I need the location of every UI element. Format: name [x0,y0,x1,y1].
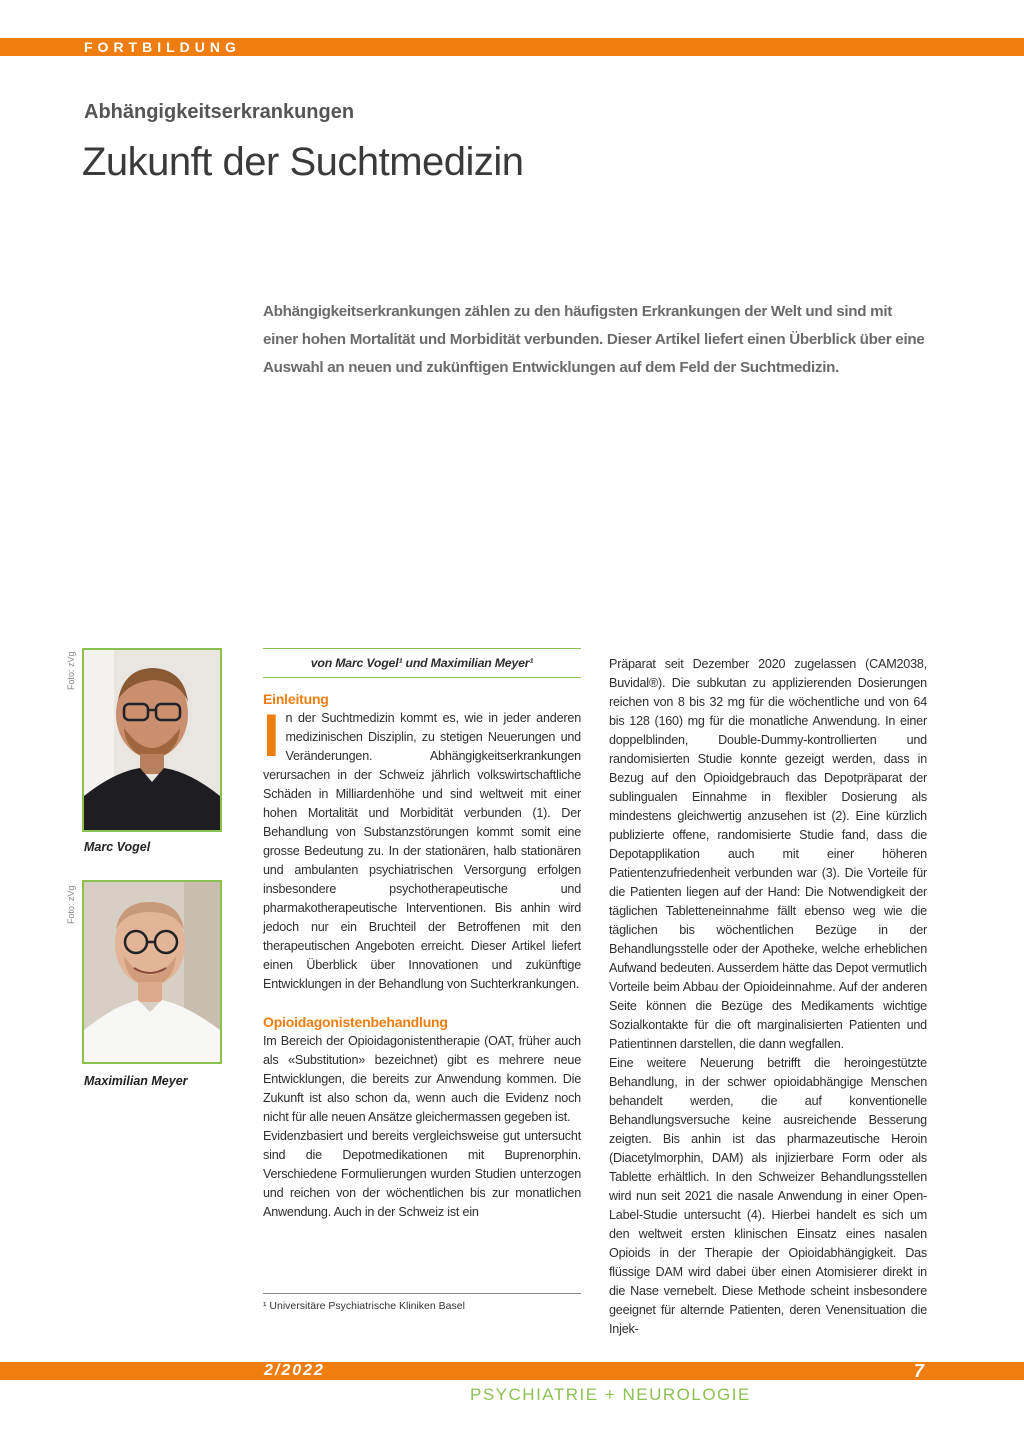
article-lead: Abhängigkeitserkrankungen zählen zu den häufigsten Erkrankungen der Welt und sind mit einer hohen Mortalität und Morbidität verbunden. Dieser Artikel liefert einen Überblick über eine Auswahl an neuen und zukünftigen Entwicklungen auf dem Feld der Suchtmedizin. [263,303,925,376]
intro-text: n der Suchtmedizin kommt es, wie in jeder anderen medizinischen Disziplin, zu stetigen Neuerungen und Veränderungen. Abhängigkeitserkrankungen verursachen in der Schweiz jährlich volkswirtschaftliche Schäden in Milliardenhöhe und sind weltweit mit einer hohen Mortalität und Morbidität verbunden (1). Der Behandlung von Substanzstörungen kommt somit eine grosse Bedeutung zu. In der stationären, halb stationären und ambulanten psychiatrischen Versorgung erfolgen insbesondere psychotherapeutische und pharmakotherapeutische Interventionen. Bis anhin wird jedoch nur ein Bruchteil der Betroffenen mit den therapeutischen Angeboten erreicht. Dieser Artikel liefert einen Überblick über Innovationen und zukünftige Entwicklungen in der Behandlung von Suchterkrankungen. [263,711,581,991]
drop-cap: I [263,702,280,769]
oat-paragraph-2: Evidenzbasiert und bereits vergleichsweise gut untersucht sind die Depotmedikationen mit Buprenorphin. Verschiedene Formulierungen wurden Studien unterzogen und reichen von der wöchentlichen bis zur monatlichen Anwendung. Auch in der Schweiz ist ein [263,1129,581,1219]
article-title: Zukunft der Suchtmedizin [82,140,524,184]
footer-bar [0,1362,1024,1380]
text-column-3 [609,655,927,1339]
footnote: ¹ Universitäre Psychiatrische Kliniken Basel [263,1293,581,1312]
section-heading-einleitung: Einleitung [263,691,329,707]
section-label: FORTBILDUNG [84,39,241,55]
text-column-2 [263,648,581,1222]
author-photo-maximilian-meyer [82,880,222,1064]
col3-paragraph-1: Präparat seit Dezember 2020 zugelassen (CAM2038, Buvidal®). Die subkutan zu applizierenden Dosierungen reichen von 8 bis 32 mg für die wöchentliche und von 64 bis 128 (160) mg für die monatliche Anwendung. In einer doppelblinden, Double-Dummy-kontrollierten und randomisierten Studie konnte gezeigt werden, dass in Bezug auf den Opioidgebrauch das Depotpräparat der sublingualen Einnahme in flexibler Dosierung als mindestens gleichwertig anzusehen ist (2). Eine kürzlich publizierte offene, randomisierte Studie fand, dass die Depotapplikation auch mit einer höheren Patientenzufriedenheit verbunden war (3). Die Vorteile für die Patienten liegen auf der Hand: Die Notwendigkeit der täglichen Tabletteneinnahme fällt ebenso weg wie die täglichen bis wöchentlichen Bezüge in der Behandlungsstelle oder der Apotheke, welche erheblichen Aufwand bedeuten. Ausserdem hätte das Depot vermutlich Vorteile beim Abbau der Opioideinnahme. Auf der anderen Seite können die Bezüge des Medikaments wichtige Sozialkontakte für die oft marginalisierten Patienten und Patientinnen darstellen, die dann wegfallen. [609,657,927,1051]
intro-paragraph [263,702,581,994]
section-bar [0,38,1024,56]
oat-paragraph-1: Im Bereich der Opioidagonistentherapie (OAT, früher auch als «Substitution» bezeichnet) gibt es mehrere neue Entwicklungen, die bereits zur Anwendung kommen. Die Zukunft ist also schon da, wenn auch die Evidenz noch nicht für alle neuen Ansätze gleichermassen gegeben ist. [263,1034,581,1124]
portrait-image [84,882,220,1062]
article-kicker: Abhängigkeitserkrankungen [84,101,355,123]
photo-credit: Foto: zVg [66,885,76,924]
issue-number: 2/2022 [264,1362,325,1379]
journal-name: PSYCHIATRIE + NEUROLOGIE [470,1385,751,1404]
author-caption: Maximilian Meyer [84,1074,188,1088]
portrait-image [84,650,220,830]
col3-paragraph-2: Eine weitere Neuerung betrifft die heroingestützte Behandlung, in der schwer opioidabhängige Menschen behandelt werden, die auf konventionelle Behandlungsversuche keine ausreichende Besserung zeigten. Bis anhin ist das pharmazeutische Heroin (Diacetylmorphin, DAM) als injizierbare Form oder als Tablette erhältlich. In den Schweizer Behandlungsstellen wird nun seit 2021 die nasale Anwendung in einer Open-Label-Studie untersucht (4). Hierbei handelt es sich um den weltweit ersten klinischen Einsatz eines nasalen Opioids in der Therapie der Opioidabhängigkeit. Das flüssige DAM wird dabei über einen Atomisierer direkt in die Nase vernebelt. Diese Methode scheint insbesondere geeignet für alternde Patienten, deren Venensituation die Injek- [609,1056,927,1336]
section-heading-opioidagonisten: Opioidagonistenbehandlung [263,1014,448,1030]
page-number: 7 [913,1361,924,1381]
photo-credit: Foto: zVg [66,651,76,690]
author-caption: Marc Vogel [84,840,151,854]
author-photo-marc-vogel [82,648,222,832]
byline: von Marc Vogel¹ und Maximilian Meyer¹ [263,648,581,678]
